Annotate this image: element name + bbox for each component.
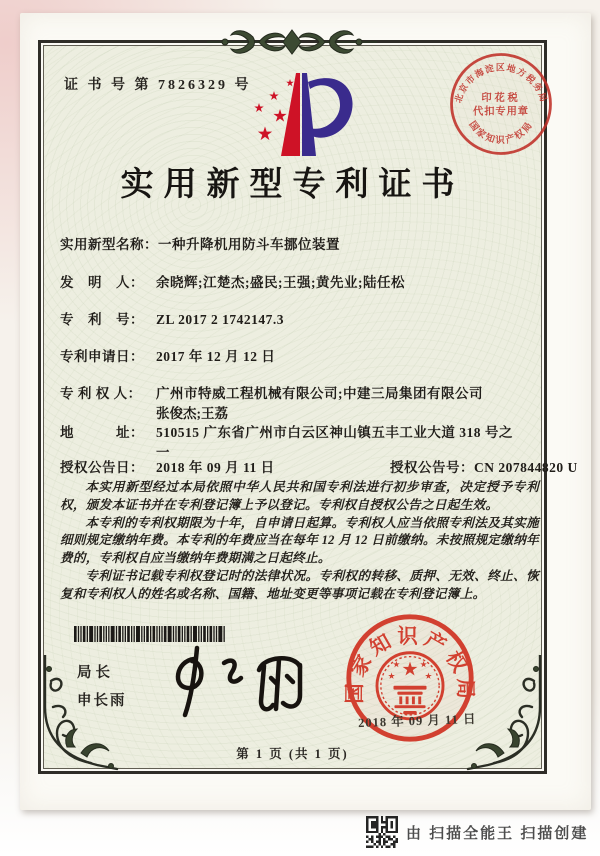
field-grant-row — [60, 456, 578, 476]
tax-stamp-bottom-text: 国家知识产权局 — [466, 119, 536, 147]
field-value: CN 207844820 U — [474, 460, 578, 475]
field-value: 510515 广东省广州市白云区神山镇五丰工业大道 318 号之 — [156, 425, 513, 440]
field-grant-number — [390, 456, 578, 476]
director-name: 申长雨 — [77, 693, 127, 709]
top-border-ornament-icon — [197, 23, 387, 61]
field-label: 发 明 人： — [60, 275, 144, 290]
page-number: 第 1 页 (共 1 页) — [236, 747, 349, 761]
scan-app-text: 由 扫描全能王 扫描创建 — [406, 824, 589, 842]
field-address-line2: 一 — [156, 445, 170, 460]
patent-office-logo-icon — [250, 70, 358, 160]
barcode-icon — [74, 626, 226, 642]
tax-stamp-ring-text: 北京市海淀区地方税务局 — [452, 62, 550, 105]
field-label: 专 利 号： — [60, 312, 144, 327]
field-patentee-line2: 张俊杰;王荔 — [156, 406, 228, 421]
field-inventors — [60, 271, 540, 291]
field-label: 实用新型名称： — [60, 237, 158, 252]
field-patent-number — [60, 308, 540, 328]
qr-code-icon — [366, 816, 398, 848]
tax-stamp-seal-icon — [445, 48, 557, 160]
field-address — [60, 421, 540, 441]
director-title: 局长 — [77, 665, 114, 681]
field-patentee — [60, 382, 540, 402]
field-filing-date — [60, 345, 540, 365]
field-label: 地 址： — [60, 425, 144, 440]
field-value: 2018 年 09 月 11 日 — [156, 460, 275, 475]
tax-stamp-center-line2: 代扣专用章 — [473, 106, 529, 118]
seal-ring-text: 国家知识产权局 — [344, 626, 476, 704]
legal-text-block — [60, 479, 539, 604]
seal-date: 2018 年 09 月 11 日 — [357, 711, 477, 731]
legal-paragraph-1: 本实用新型经过本局依照中华人民共和国专利法进行初步审查，决定授予专利权，颁发本证书并在专利登记簿上予以登记。专利权自授权公告之日起生效。 — [60, 480, 539, 512]
tax-stamp-center-line1: 印花税 — [481, 93, 521, 105]
legal-paragraph-3: 专利证书记载专利权登记时的法律状况。专利权的转移、质押、无效、终止、恢复和专利权人的姓名或名称、国籍、地址变更等事项记载在专利登记簿上。 — [60, 568, 539, 601]
field-value: 2017 年 12 月 12 日 — [156, 349, 276, 364]
certificate-title: 实用新型专利证书 — [120, 167, 465, 203]
field-value: ZL 2017 2 1742147.3 — [156, 312, 285, 327]
field-label: 授权公告日： — [60, 460, 144, 475]
legal-paragraph-2: 本专利的专利权期限为十年，自申请日起算。专利权人应当依照专利法及其实施细则规定缴纳年费。本专利的年费应当在每年 12 月 12 日前缴纳。未按照规定缴纳年费的，专利权自应当缴纳年费期满之日起终止。 — [60, 515, 539, 566]
field-value: 广州市特威工程机械有限公司;中建三局集团有限公司 — [156, 386, 483, 401]
certificate-number: 证 书 号 第 7826329 号 — [64, 78, 252, 93]
field-label: 专利申请日： — [60, 349, 144, 364]
field-value: 一种升降机用防斗车挪位装置 — [158, 237, 340, 252]
scan-app-footer — [366, 814, 596, 850]
field-label: 授权公告号： — [390, 460, 474, 475]
field-value: 余晓辉;江楚杰;盛民;王强;黄先业;陆任松 — [156, 275, 405, 290]
field-utility-model-name — [60, 233, 540, 253]
field-label: 专 利 权 人： — [60, 386, 142, 401]
director-signature-icon — [160, 643, 320, 725]
